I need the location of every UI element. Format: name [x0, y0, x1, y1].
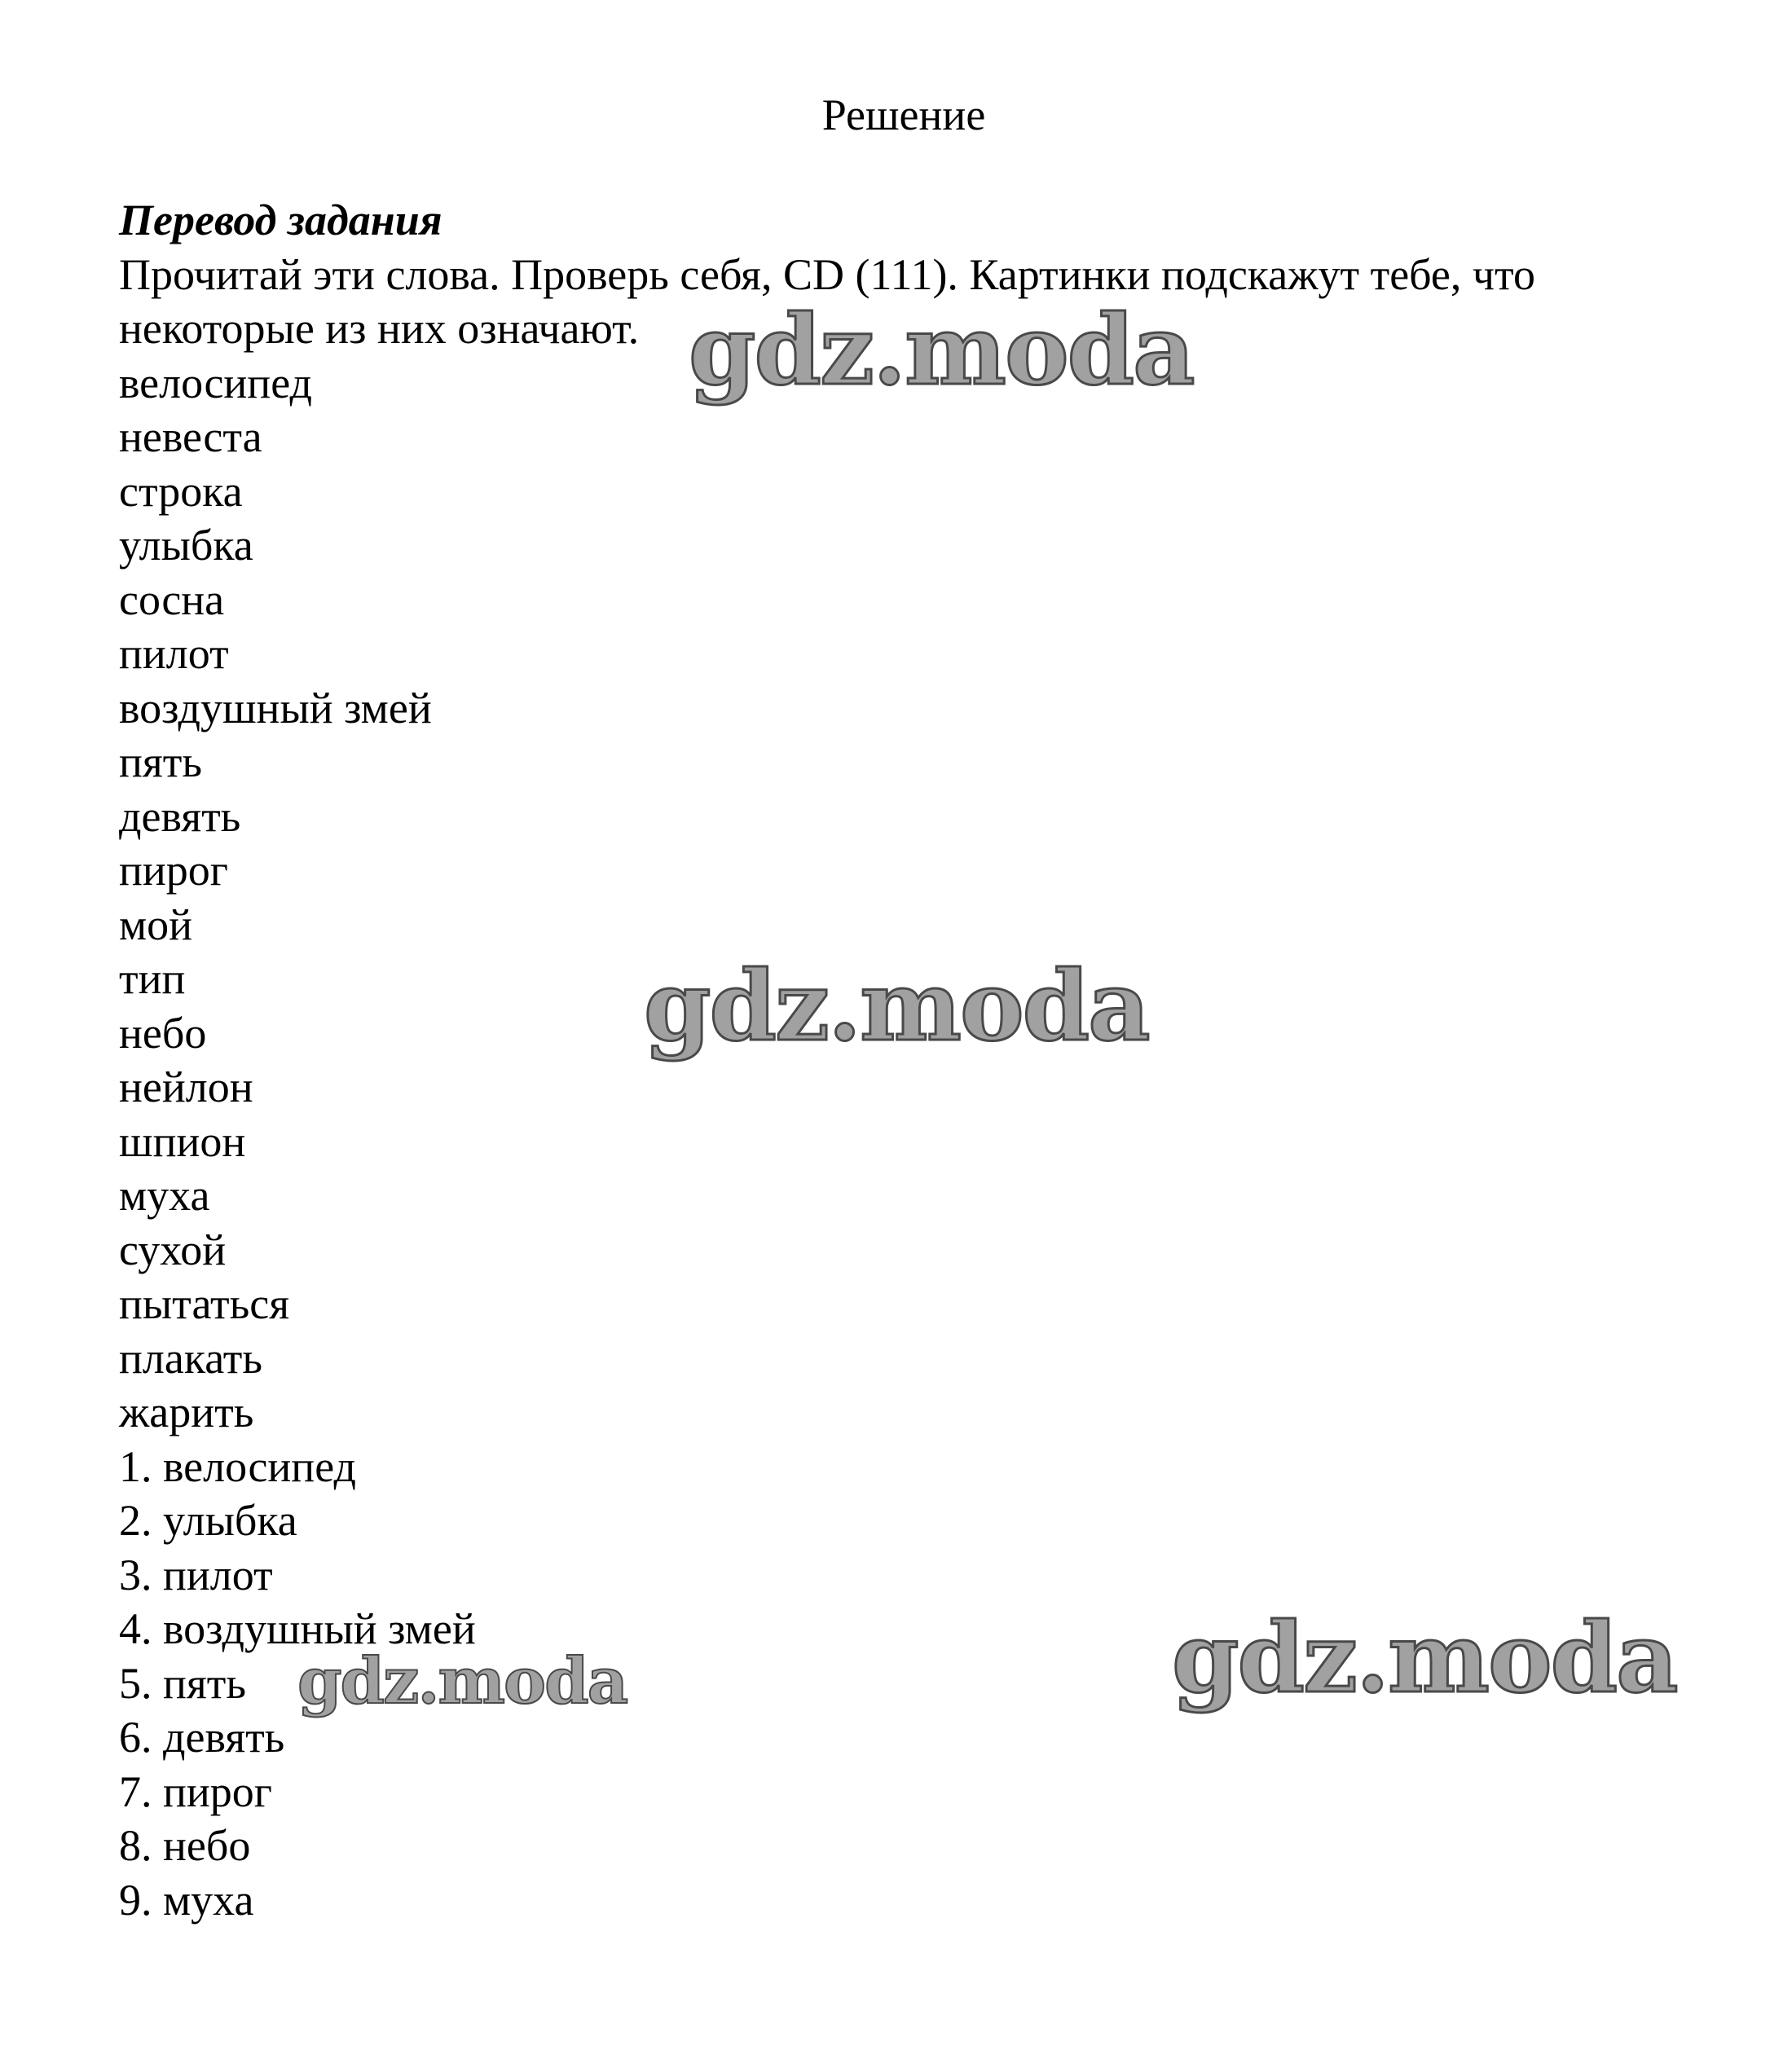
- word-list: [119, 356, 1716, 1440]
- word-item: шпион: [119, 1116, 246, 1166]
- watermark: gdz.moda: [1172, 1601, 1677, 1714]
- instruction-line: Прочитай эти слова. Проверь себя, CD (111). Картинки подскажут тебе, что: [119, 249, 1535, 299]
- word-item: велосипед: [119, 358, 312, 407]
- answer-item: 5. пять: [119, 1658, 246, 1708]
- answer-item: 6. девять: [119, 1713, 285, 1762]
- word-item: пирог: [119, 846, 228, 895]
- word-item: мой: [119, 900, 193, 949]
- word-item: нейлон: [119, 1062, 253, 1111]
- watermark: gdz.moda: [689, 293, 1194, 407]
- answer-item: 4. воздушный змей: [119, 1604, 476, 1653]
- section-title: Перевод задания: [119, 196, 442, 244]
- word-item: улыбка: [119, 521, 253, 570]
- word-item: невеста: [119, 412, 262, 461]
- word-item: пять: [119, 737, 202, 786]
- answer-item: 2. улыбка: [119, 1496, 297, 1545]
- watermark: gdz.moda: [644, 949, 1149, 1062]
- answer-item: 8. небо: [119, 1821, 251, 1870]
- answer-item: 3. пилот: [119, 1550, 273, 1599]
- word-item: сосна: [119, 574, 225, 624]
- word-item: жарить: [119, 1388, 254, 1436]
- word-item: девять: [119, 791, 241, 841]
- word-item: воздушный змей: [119, 683, 432, 732]
- answer-item: 9. муха: [119, 1875, 254, 1925]
- instruction-line: некоторые из них означают.: [119, 304, 640, 353]
- word-item: муха: [119, 1171, 210, 1220]
- word-item: пилот: [119, 629, 229, 678]
- word-item: строка: [119, 466, 243, 516]
- word-item: тип: [119, 954, 186, 1003]
- answer-item: 7. пирог: [119, 1766, 272, 1816]
- word-item: сухой: [119, 1225, 227, 1274]
- watermark: gdz.moda: [297, 1644, 627, 1718]
- page-heading: Решение: [821, 90, 986, 139]
- answer-item: 1. велосипед: [119, 1441, 356, 1491]
- word-item: пытаться: [119, 1279, 290, 1328]
- word-item: небо: [119, 1008, 207, 1058]
- word-item: плакать: [119, 1333, 263, 1383]
